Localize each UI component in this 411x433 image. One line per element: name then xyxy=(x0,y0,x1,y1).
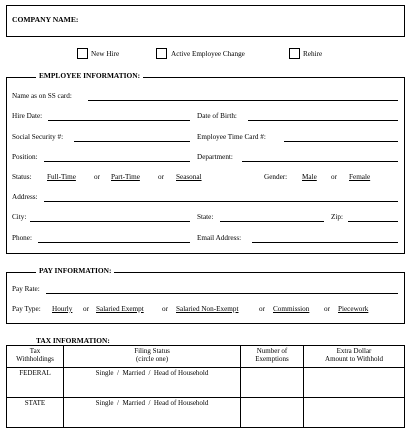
extra-amount-header: Extra Dollar Amount to Withhold xyxy=(304,346,405,368)
phone-label: Phone: xyxy=(12,234,32,242)
employee-info-box xyxy=(6,77,405,254)
or-text: or xyxy=(94,173,100,181)
or-text: or xyxy=(331,173,337,181)
gender-male[interactable]: Male xyxy=(302,173,317,181)
position-field[interactable] xyxy=(44,161,190,162)
exemptions-cell[interactable] xyxy=(241,398,304,428)
rehire-checkbox[interactable] xyxy=(289,48,300,59)
new-hire-label: New Hire xyxy=(91,50,120,58)
address-label: Address: xyxy=(12,193,38,201)
name-ss-label: Name as on SS card: xyxy=(12,92,72,100)
new-hire-checkbox[interactable] xyxy=(77,48,88,59)
state-field[interactable] xyxy=(220,221,324,222)
pay-rate-label: Pay Rate: xyxy=(12,285,40,293)
tax-row-state xyxy=(7,398,405,428)
email-label: Email Address: xyxy=(197,234,242,242)
or-text: or xyxy=(162,305,168,313)
zip-label: Zip: xyxy=(331,213,343,221)
tax-table xyxy=(6,345,405,428)
email-field[interactable] xyxy=(252,242,398,243)
department-field[interactable] xyxy=(242,161,398,162)
dob-label: Date of Birth: xyxy=(197,112,237,120)
active-employee-change-label: Active Employee Change xyxy=(171,50,245,58)
tax-header-row xyxy=(7,346,405,368)
status-part-time[interactable]: Part-Time xyxy=(111,173,140,181)
city-label: City: xyxy=(12,213,27,221)
time-card-label: Employee Time Card #: xyxy=(197,133,266,141)
employee-info-title: EMPLOYEE INFORMATION: xyxy=(36,71,143,80)
extra-amount-cell[interactable] xyxy=(304,398,405,428)
or-text: or xyxy=(259,305,265,313)
filing-status-header: Filing Status (circle one) xyxy=(64,346,241,368)
gender-female[interactable]: Female xyxy=(349,173,371,181)
time-card-field[interactable] xyxy=(284,141,398,142)
ssn-field[interactable] xyxy=(74,141,190,142)
exemptions-header: Number of Exemptions xyxy=(241,346,304,368)
tax-row-federal xyxy=(7,368,405,398)
or-text: or xyxy=(324,305,330,313)
zip-field[interactable] xyxy=(348,221,398,222)
phone-field[interactable] xyxy=(38,242,190,243)
city-field[interactable] xyxy=(30,221,190,222)
ssn-label: Social Security #: xyxy=(12,133,64,141)
tax-type-cell: FEDERAL xyxy=(7,368,64,398)
pay-type-salaried-exempt[interactable]: Salaried Exempt xyxy=(96,305,144,313)
status-seasonal[interactable]: Seasonal xyxy=(176,173,202,181)
tax-withholdings-header: Tax Withholdings xyxy=(7,346,64,368)
gender-label: Gender: xyxy=(264,173,288,181)
pay-type-piecework[interactable]: Piecework xyxy=(338,305,369,313)
hire-date-label: Hire Date: xyxy=(12,112,43,120)
pay-type-commission[interactable]: Commission xyxy=(273,305,310,313)
hire-date-field[interactable] xyxy=(48,120,190,121)
exemptions-cell[interactable] xyxy=(241,368,304,398)
filing-status-cell[interactable]: Single / Married / Head of Household xyxy=(64,368,241,398)
active-employee-change-checkbox[interactable] xyxy=(156,48,167,59)
name-ss-field[interactable] xyxy=(88,100,398,101)
tax-info-title: TAX INFORMATION: xyxy=(36,336,110,345)
pay-type-hourly[interactable]: Hourly xyxy=(52,305,73,313)
status-label: Status: xyxy=(12,173,32,181)
address-field[interactable] xyxy=(44,201,398,202)
pay-info-box xyxy=(6,272,405,324)
tax-type-cell: STATE xyxy=(7,398,64,428)
or-text: or xyxy=(83,305,89,313)
rehire-label: Rehire xyxy=(303,50,323,58)
pay-type-label: Pay Type: xyxy=(12,305,41,313)
pay-info-title: PAY INFORMATION: xyxy=(36,266,114,275)
status-full-time[interactable]: Full-Time xyxy=(47,173,76,181)
extra-amount-cell[interactable] xyxy=(304,368,405,398)
department-label: Department: xyxy=(197,153,233,161)
position-label: Position: xyxy=(12,153,38,161)
pay-rate-field[interactable] xyxy=(46,293,398,294)
state-label: State: xyxy=(197,213,214,221)
dob-field[interactable] xyxy=(248,120,398,121)
filing-status-cell[interactable]: Single / Married / Head of Household xyxy=(64,398,241,428)
company-name-label: COMPANY NAME: xyxy=(12,15,79,24)
pay-type-salaried-non-exempt[interactable]: Salaried Non-Exempt xyxy=(176,305,239,313)
or-text: or xyxy=(158,173,164,181)
